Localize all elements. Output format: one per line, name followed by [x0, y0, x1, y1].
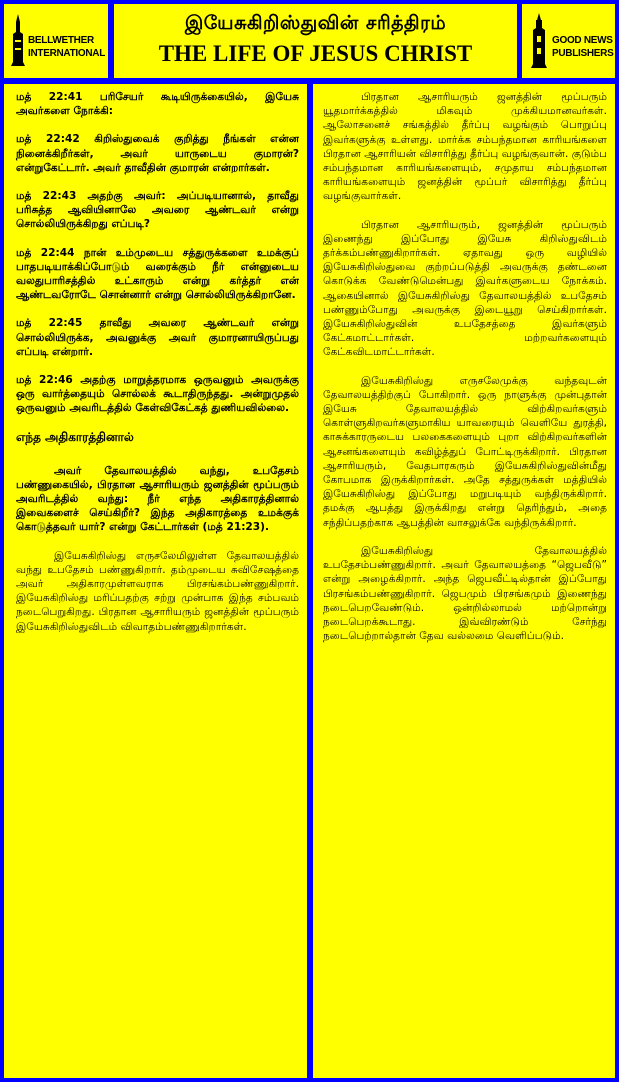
title-english: THE LIFE OF JESUS CHRIST [158, 41, 473, 66]
body-paragraph: பிரதான ஆசாரியரும், ஜனத்தின் மூப்பரும் இணைந்து இப்போது இயேசு கிறிஸ்துவிடம் தர்க்கம்பண்ணுகிறார்கள். ஏதாவது ஒரு வழியில் இயேசுகிறிஸ்துவை குற்றப்படுத்தி அவருக்கு தண்டனை கொடுக்க வேண்டுமென்பது இவர்களுடைய நோக்கம். ஆகையினால் இயேசுகிறிஸ்து தேவாலயத்தில் உபதேசம் பண்ணும்போது அவருக்கு இடையூறு செய்கிறார்கள். இயேசுகிறிஸ்துவின் உபதேசத்தை இவர்களும் கேட்கமாட்டார்கள். மற்றவர்களையும் கேட்கவிடமாட்டார்கள். [323, 218, 607, 359]
bell-icon [10, 12, 26, 68]
right-column [313, 84, 615, 1078]
good-news-logo-text: GOOD NEWS PUBLISHERS [552, 35, 614, 59]
verse-22-42: மத் 22:42 கிறிஸ்துவைக் குறித்து நீங்கள் என்ன நினைக்கிறீர்கள், அவர் யாருடைய குமாரன்? என்றுகேட்டார். அவர் தாவீதின் குமாரன் என்றார்கள். [16, 133, 299, 174]
tower-icon [530, 12, 548, 70]
verse-22-45: மத் 22:45 தாவீது அவரை ஆண்டவர் என்று சொல்லியிருக்க, அவனுக்கு அவர் குமாரனாயிருப்பது எப்படி என்றார். [16, 317, 299, 358]
bellwether-logo-text: BELLWETHER INTERNATIONAL [28, 35, 106, 59]
body-paragraph: இயேசுகிறிஸ்து எருசலேமுக்கு வந்தவுடன் தேவாலயத்திற்குப் போகிறார். ஒரு நாளுக்கு முன்புதான் இயேசு தேவாலயத்தில் விற்கிறவர்களும் கொள்ளுகிறவர்களுமாகிய யாவரையும் வெளியே துரத்தி, காசுக்காரருடைய பலகைகளையும் புறா விற்கிறவர்களின் ஆசனங்களையும் கவிழ்த்துப் போட்டிருக்கிறார். பிரதான ஆசாரியரும், வேதபாரகரும் இயேசுகிறிஸ்துவின்மீது கோபமாக இருக்கிறார்கள். அதே சத்துருக்கள் மத்தியில் இயேசுகிறிஸ்து இப்போது மறுபடியும் வந்திருக்கிறார். தமக்கு ஆபத்து இருக்கிறது என்று தெரிந்தும், அதை சந்திப்பதற்காக ஆபத்தின் வாசலுக்கே வந்திருக்கிறார். [323, 374, 607, 529]
left-column [4, 84, 307, 1078]
body-paragraph: இயேசுகிறிஸ்து தேவாலயத்தில் உபதேசம்பண்ணுகிறார். அவர் தேவாலயத்தை “ஜெபவீடு” என்று அழைக்கிறார். அந்த ஜெபவீட்டில்தான் இப்போது பிரசங்கம்பண்ணுகிறார். ஜெபமும் பிரசங்கமும் இணைந்து நடைபெறவேண்டும். ஒன்றில்லாமல் மற்றொன்று நடைபெறக்கூடாது. இவ்விரண்டும் சேர்ந்து நடைபெற்றால்தான் தேவ வல்லமை வெளிப்படும். [323, 544, 607, 643]
verse-22-44: மத் 22:44 நான் உம்முடைய சத்துருக்களை உமக்குப் பாதபடியாக்கிப்போடும் வரைக்கும் நீர் என்னுடைய வலதுபாரிசத்தில் உட்காரும் என்று கர்த்தர் என் ஆண்டவரோடே சொன்னார் என்று சொல்லியிருக்கிறானே. [16, 246, 299, 302]
section-heading: எந்த அதிகாரத்தினால் [16, 429, 134, 444]
title-tamil: இயேசுகிறிஸ்துவின் சரித்திரம் [184, 12, 447, 34]
verse-22-46: மத் 22:46 அதற்கு மாறுத்தரமாக ஒருவனும் அவருக்கு ஒரு வார்த்தையும் சொல்லக் கூடாதிருந்தது. அன்றுமுதல் ஒருவனும் அவரிடத்தில் கேள்விகேட்கத் துணியவில்லை. [16, 374, 299, 415]
body-paragraph: இயேசுகிறிஸ்து எருசலேமிலுள்ள தேவாலயத்தில் வந்து உபதேசம் பண்ணுகிறார். தம்முடைய சுவிசேஷத்தை அவர் அதிகாரமுள்ளவராக பிரசங்கம்பண்ணுகிறார். இயேசுகிறிஸ்து மரிப்பதற்கு சற்று முன்பாக இந்த சம்பவம் நடைபெறுகிறது. பிரதான ஆசாரியரும் ஜனத்தின் மூப்பரும் இயேசுகிறிஸ்துவிடம் விவாதம்பண்ணுகிறார்கள். [16, 549, 299, 633]
body-paragraph: பிரதான ஆசாரியரும் ஜனத்தின் மூப்பரும் யூதமார்க்கத்தில் மிகவும் முக்கியமானவர்கள். ஆலோசனைச் சங்கத்தில் தீர்ப்பு வழங்கும் பொறுப்பு இவர்களுக்கு உள்ளது. மார்க்க சம்பந்தமான காரியங்களை பிரதான ஆசாரியன் விசாரித்து தீர்ப்பு வழங்குவான். குடும்ப சம்பந்தமான காரியங்களையும், சமுதாய சம்பந்தமான காரியங்களையும் ஜனத்தின் மூப்பர் விசாரித்து தீர்ப்பு வழங்குவார்கள். [323, 91, 607, 203]
verse-22-43: மத் 22:43 அதற்கு அவர்: அப்படியானால், தாவீது பரிசுத்த ஆவியினாலே அவரை ஆண்டவர் என்று சொல்லியிருக்கிறது எப்படி? [16, 190, 299, 231]
title-banner [114, 4, 517, 78]
verse-22-41: மத் 22:41 பரிசேயர் கூடியிருக்கையில், இயேசு அவர்களை நோக்கி: [16, 91, 299, 118]
bellwether-logo [4, 4, 108, 78]
good-news-logo [522, 4, 615, 78]
scripture-quote: அவர் தேவாலயத்தில் வந்து, உபதேசம் பண்ணுகையில், பிரதான ஆசாரியரும் ஜனத்தின் மூப்பரும் அவரிடத்தில் வந்து: நீர் எந்த அதிகாரத்தினால் இவைகளைச் செய்கிறீர்? இந்த அதிகாரத்தை உமக்குக் கொடுத்தவர் யார்? என்று கேட்டார்கள் (மத் 21:23). [16, 464, 299, 534]
